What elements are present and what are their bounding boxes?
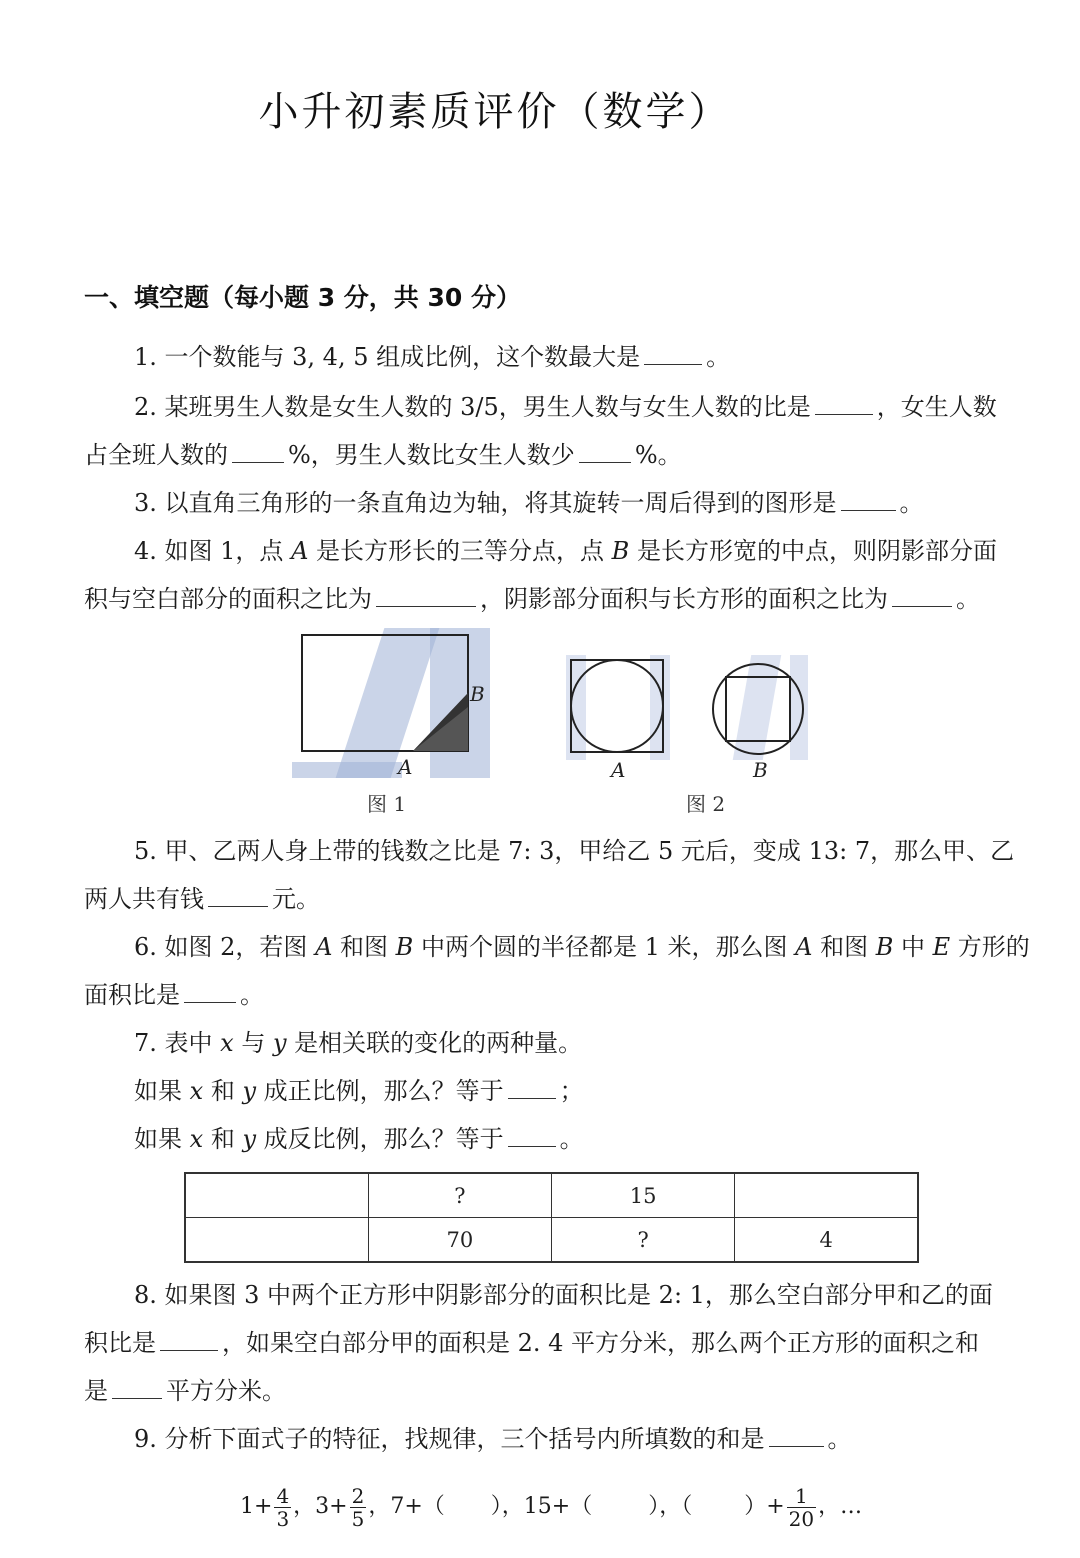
fraction: $\frac{1}{20}$ bbox=[788, 1483, 815, 1531]
figure-2-label-a: A bbox=[611, 758, 626, 782]
table-cell: ? bbox=[552, 1218, 735, 1263]
question-5: 5. 甲、乙两人身上带的钱数之比是 7: 3，甲给乙 5 元后，变成 13: 7，那么甲、乙 bbox=[134, 837, 1015, 865]
circle-a bbox=[571, 660, 663, 752]
answer-blank[interactable] bbox=[892, 584, 952, 607]
answer-blank[interactable] bbox=[208, 884, 268, 907]
question-3: 3. 以直角三角形的一条直角边为轴，将其旋转一周后得到的图形是 。 bbox=[134, 489, 924, 517]
table-row bbox=[185, 1173, 918, 1218]
answer-blank[interactable] bbox=[579, 440, 631, 463]
question-7-direct: 如果 x 和 y 成正比例，那么？等于 ； bbox=[134, 1077, 584, 1105]
answer-blank[interactable] bbox=[112, 1376, 162, 1399]
question-7-inverse: 如果 x 和 y 成反比例，那么？等于 。 bbox=[134, 1125, 584, 1153]
answer-blank[interactable] bbox=[184, 980, 236, 1003]
question-8-cont: 积比是 ，如果空白部分甲的面积是 2. 4 平方分米，那么两个正方形的面积之和 bbox=[84, 1329, 980, 1357]
question-2: 2. 某班男生人数是女生人数的 3/5，男生人数与女生人数的比是 ，女生人数 bbox=[134, 393, 997, 421]
figure-1-rectangle-diagram bbox=[290, 625, 500, 785]
table-cell: 70 bbox=[368, 1218, 551, 1263]
question-1: 1. 一个数能与 3, 4, 5 组成比例，这个数最大是 。 bbox=[134, 343, 731, 371]
fraction: $\frac{4}{3}$ bbox=[276, 1483, 290, 1531]
answer-blank[interactable] bbox=[160, 1328, 218, 1351]
question-9: 9. 分析下面式子的特征，找规律，三个括号内所填数的和是 。 bbox=[134, 1425, 852, 1453]
answer-blank[interactable] bbox=[841, 488, 896, 511]
question-4: 4. 如图 1，点 A 是长方形长的三等分点，点 B 是长方形宽的中点，则阴影部分面 bbox=[134, 537, 997, 565]
question-4-cont: 积与空白部分的面积之比为 ，阴影部分面积与长方形的面积之比为 。 bbox=[84, 585, 980, 613]
xy-table bbox=[184, 1172, 919, 1263]
figure-2-label-b: B bbox=[753, 758, 768, 782]
table-cell bbox=[185, 1218, 368, 1263]
section-heading: 一、填空题（每小题 3 分，共 30 分） bbox=[84, 283, 522, 312]
figure-2-diagram bbox=[560, 650, 820, 760]
answer-blank[interactable] bbox=[644, 342, 702, 365]
answer-blank[interactable] bbox=[815, 392, 873, 415]
figure-1-label-a: A bbox=[398, 755, 413, 779]
fraction: $\frac{2}{5}$ bbox=[351, 1483, 365, 1531]
question-8: 8. 如果图 3 中两个正方形中阴影部分的面积比是 2: 1，那么空白部分甲和乙的面 bbox=[134, 1281, 993, 1309]
question-6: 6. 如图 2，若图 A 和图 B 中两个圆的半径都是 1 米，那么图 A 和图 B 中 E 方形的 bbox=[134, 933, 1030, 961]
answer-blank[interactable] bbox=[508, 1076, 556, 1099]
question-5-cont: 两人共有钱 元。 bbox=[84, 885, 320, 913]
table-cell: 15 bbox=[552, 1173, 735, 1218]
table-row bbox=[185, 1218, 918, 1263]
figure-2-caption: 图 2 bbox=[686, 792, 726, 816]
figure-1-caption: 图 1 bbox=[367, 792, 407, 816]
square-b bbox=[726, 677, 790, 741]
answer-blank[interactable] bbox=[376, 584, 476, 607]
table-cell bbox=[185, 1173, 368, 1218]
page-title: 小升初素质评价（数学） bbox=[258, 89, 732, 135]
question-6-cont: 面积比是 。 bbox=[84, 981, 264, 1009]
answer-blank[interactable] bbox=[769, 1424, 824, 1447]
question-2-cont: 占全班人数的 %，男生人数比女生人数少 %。 bbox=[84, 441, 682, 469]
pattern-formula: 1+ $\frac{4}{3}$ ，3+ $\frac{2}{5}$ ，7+（ ），15+（ ），（ ）+ $\frac{1}{20}$ ，… bbox=[240, 1483, 863, 1531]
table-cell: ? bbox=[368, 1173, 551, 1218]
answer-blank[interactable] bbox=[232, 440, 284, 463]
answer-blank[interactable] bbox=[508, 1124, 556, 1147]
table-cell bbox=[735, 1173, 918, 1218]
question-7: 7. 表中 x 与 y 是相关联的变化的两种量。 bbox=[134, 1029, 583, 1057]
figure-1-label-b: B bbox=[470, 682, 485, 706]
question-8-cont2: 是 平方分米。 bbox=[84, 1377, 286, 1405]
table-cell: 4 bbox=[735, 1218, 918, 1263]
